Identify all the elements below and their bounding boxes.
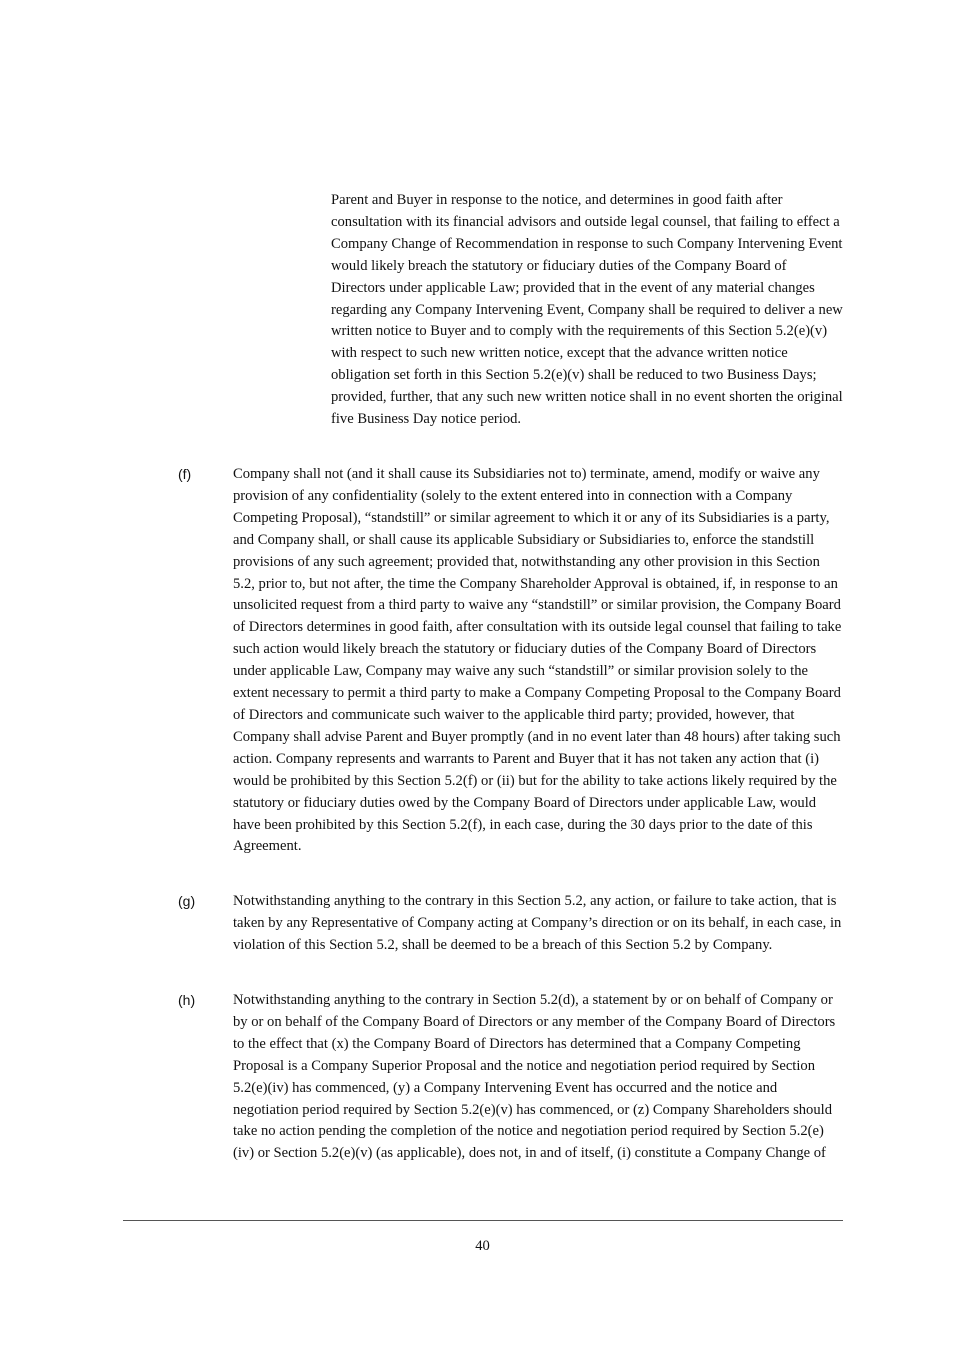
clause-text: Company shall not (and it shall cause its Subsidiaries not to) terminate, amend, modify or waive any provision of any confidentiality (solely to the extent entered into in connection with a Company Competing Proposal), “standstill” or similar agreement to which it or any of its Subsidiaries is a party, and Company shall, or shall cause its applicable Subsidiary or Subsidiaries to, enforce the standstill provisions of any such agreement; provided that, notwithstanding any other provision in this Section 5.2, prior to, but not after, the time the Company Shareholder Approval is obtained, if, in response to an unsolicited request from a third party to waive any “standstill” or similar provision, the Company Board of Directors determines in good faith, after consultation with its outside legal counsel that failing to take such action would likely breach the statutory or fiduciary duties of the Company Board of Directors under applicable Law, Company may waive any such “standstill” or similar provision solely to the extent necessary to permit a third party to make a Company Competing Proposal to the Company Board of Directors and communicate such waiver to the applicable third party; provided, however, that Company shall advise Parent and Buyer promptly (and in no event later than 48 hours) after taking such action. Company represents and warrants to Parent and Buyer that it has not taken any action that (i) would be prohibited by this Section 5.2(f) or (ii) but for the ability to take actions likely required by the statutory or fiduciary duties owed by the Company Board of Directors under applicable Law, would have been prohibited by this Section 5.2(f), in each case, during the 30 days prior to the date of this Agreement. <box>233 466 842 855</box>
continuation-paragraph: Parent and Buyer in response to the notice, and determines in good faith after consultation with its financial advisors and outside legal counsel, that failing to effect a Company Change of Recommendation in response to such Company Intervening Event would likely breach the statutory or fiduciary duties of the Company Board of Directors under applicable Law; provided that in the event of any material changes regarding any Company Intervening Event, Company shall be required to deliver a new written notice to Buyer and to comply with the requirements of this Section 5.2(e)(v) with respect to such new written notice, except that the advance written notice obligation set forth in this Section 5.2(e)(v) shall be reduced to two Business Days; provided, further, that any such new written notice shall in no event shorten the original five Business Day notice period. <box>331 192 843 428</box>
footer-divider <box>123 1220 843 1221</box>
clause-label: (h) <box>178 992 196 1008</box>
clause-text: Notwithstanding anything to the contrary in this Section 5.2, any action, or failure to take action, that is taken by any Representative of Company acting at Company’s direction or on its behalf, in each case, in violation of this Section 5.2, shall be deemed to be a breach of this Section 5.2 by Company. <box>233 893 842 953</box>
clause-label: (g) <box>178 893 196 909</box>
page-number: 40 <box>475 1238 490 1254</box>
clause-label: (f) <box>178 466 192 482</box>
clause-text: Notwithstanding anything to the contrary in Section 5.2(d), a statement by or on behalf of Company or by or on behalf of the Company Board of Directors or any member of the Company Board of Directors to the effect that (x) the Company Board of Directors has determined that a Company Competing Proposal is a Company Superior Proposal and the notice and negotiation period required by Section 5.2(e)(iv) has commenced, (y) a Company Intervening Event has occurred and the notice and negotiation period required by Section 5.2(e)(v) has commenced, or (z) Company Shareholders should take no action pending the completion of the notice and negotiation period required by Section 5.2(e)(iv) or Section 5.2(e)(v) (as applicable), does not, in and of itself, (i) constitute a Company Change of <box>233 992 836 1162</box>
